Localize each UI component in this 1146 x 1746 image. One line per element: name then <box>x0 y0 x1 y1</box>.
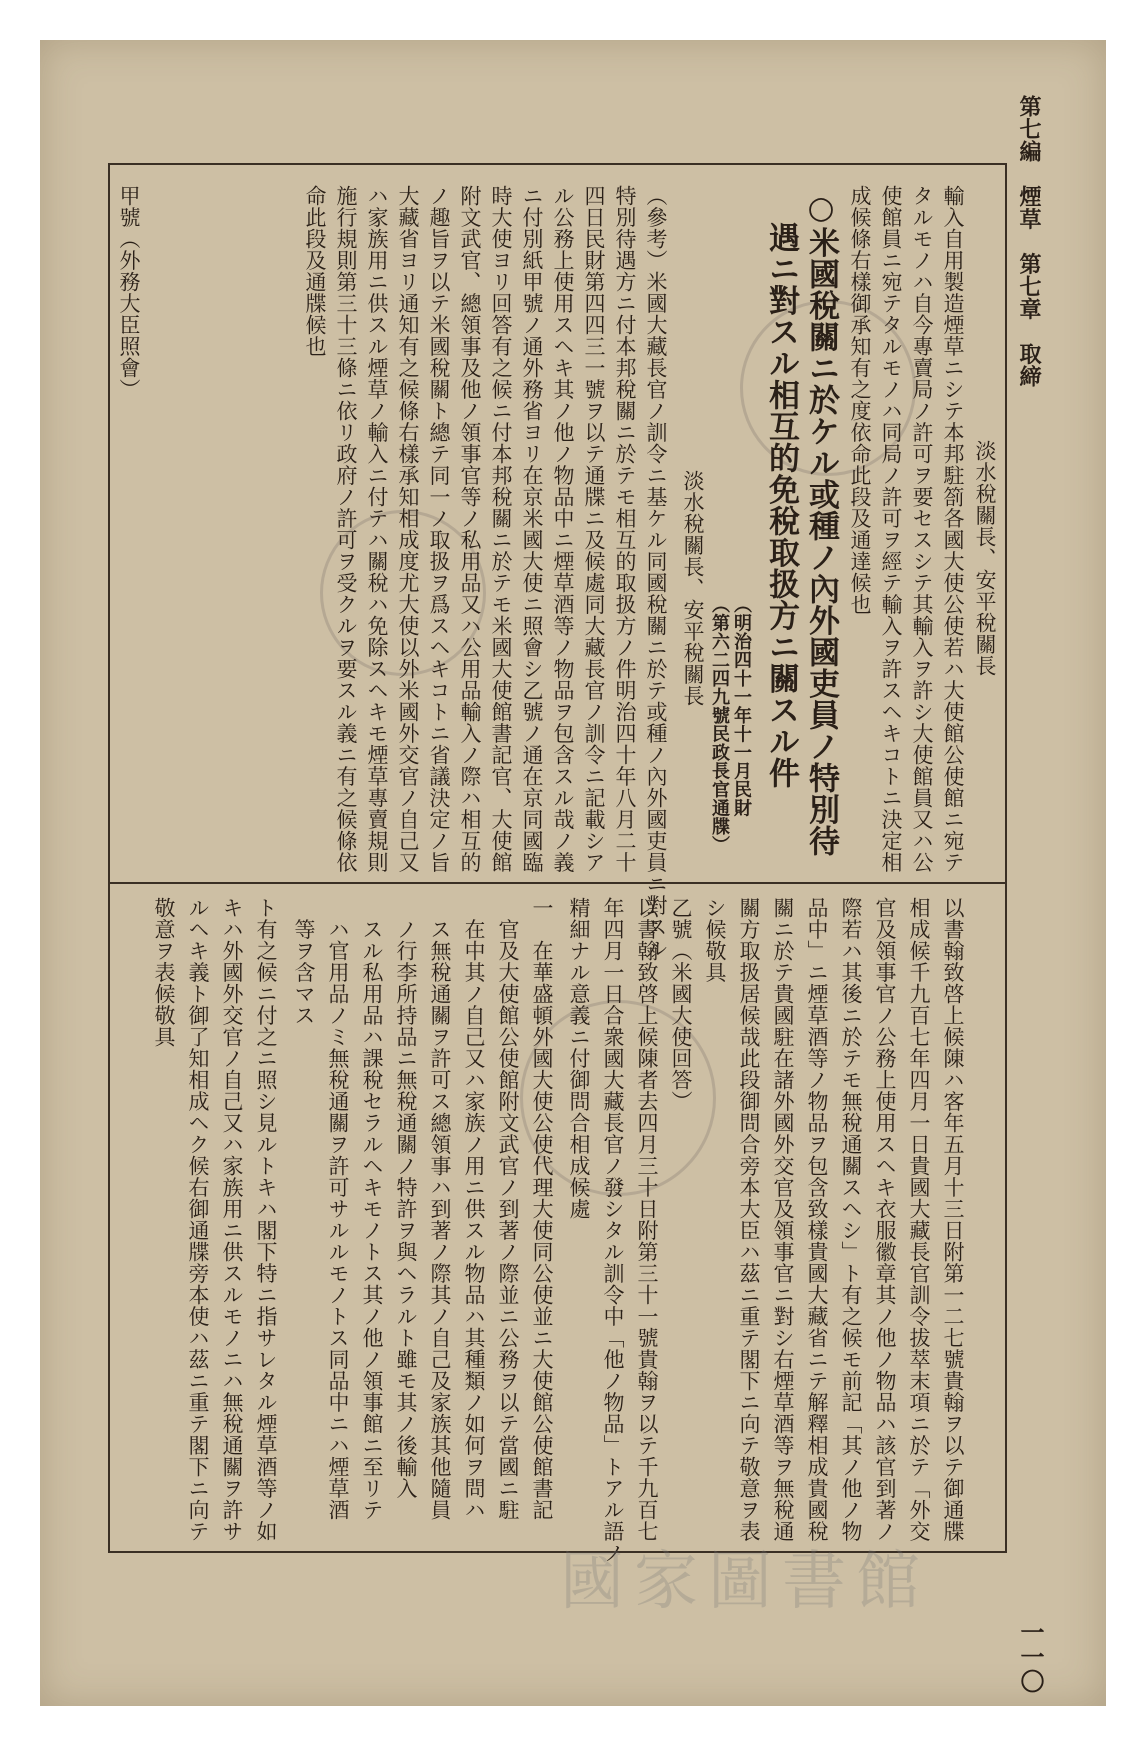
letter-line: 等ヲ含マス <box>292 897 316 1026</box>
letter-line: 關方取扱居候哉此段御問合旁本大臣ハ茲ニ重テ閣下ニ向テ敬意ヲ表 <box>737 897 761 1542</box>
reference-line: 命此段及通牒候也 <box>303 185 327 357</box>
body-line: 輸入自用製造煙草ニシテ本邦駐箚各國大使公使若ハ大使館公使館ニ宛テ <box>941 185 965 873</box>
letter-line: ノ行李所持品ニ無稅通關ノ特許ヲ與ヘラルト雖モ其ノ後輸入 <box>394 897 418 1499</box>
body-line: タルモノハ自今專賣局ノ許可ヲ要セスシテ其輸入ヲ許シ大使館員又ハ公 <box>910 185 934 873</box>
scanned-page <box>40 40 1106 1706</box>
letter-line: シ候敬具 <box>703 897 727 983</box>
letter-line: 以書翰致啓上候陳ハ客年五月十三日附第一二七號貴翰ヲ以テ御通牒 <box>941 897 965 1542</box>
letter-line: 官及大使館公使館附文武官ノ到著ノ際並ニ公務ヲ以テ當國ニ駐 <box>496 897 520 1521</box>
letter-line: 相成候千九百七年四月一日貴國大藏長官訓令拔萃末項ニ於テ「外交 <box>907 897 931 1542</box>
running-title: 第七編 煙草 第七章 取締 <box>1016 95 1042 388</box>
letter-line: 一 在華盛頓外國大使公使代理大使同公使並ニ大使館公使館書記 <box>530 897 554 1521</box>
body-line: 使館員ニ宛テタルモノハ同局ノ許可ヲ經テ輸入ヲ許スヘキコトニ決定相 <box>879 185 903 873</box>
letter-line: 官及領事官ノ公務上使用スヘキ衣服徽章其ノ他ノ物品ハ該官到著ノ <box>873 897 897 1542</box>
letter-line: ス無稅通關ヲ許可ス總領事ハ到著ノ際其ノ自己及家族其他隨員 <box>428 897 452 1521</box>
library-watermark: 國家圖書館 <box>560 1545 930 1619</box>
letter-line: キハ外國外交官ノ自己又ハ家族用ニ供スルモノニハ無稅通關ヲ許サ <box>220 897 244 1542</box>
letter-line: ハ官用品ノミ無稅通關ヲ許可サルルモノトス同品中ニハ煙草酒 <box>326 897 350 1521</box>
reference-line: 附文武官、總領事及他ノ領事官等ノ私用品又ハ公用品輸入ノ際ハ相互的 <box>458 185 482 873</box>
letter-line: ルヘキ義ト御了知相成ヘク候右御通牒旁本使ハ茲ニ重テ閣下ニ向テ <box>186 897 210 1542</box>
reference-line: ノ趣旨ヲ以テ米國稅關ト總テ同一ノ取扱ヲ爲スヘキコトニ省議決定ノ旨 <box>427 185 451 873</box>
letter-line: 精細ナル意義ニ付御問合相成候處 <box>567 897 591 1220</box>
reference-line: ニ付別紙甲號ノ通外務省ヨリ在京米國大使ニ照會シ乙號ノ通在京同國臨 <box>520 185 544 873</box>
reference-line: 施行規則第三十三條ニ依リ政府ノ許可ヲ受クルヲ要スル義ニ有之候條依 <box>334 185 358 873</box>
reference-line: （參考）米國大藏長官ノ訓令ニ基ケル同國稅關ニ於テ或種ノ內外國吏員ニ對スル <box>644 185 668 959</box>
section-heading: ○米國稅關ニ於ケル或種ノ內外國吏員ノ特別待 <box>803 190 839 857</box>
letter-line: 關ニ於テ貴國駐在諸外國外交官及領事官ニ對シ右煙草酒等ヲ無稅通 <box>771 897 795 1542</box>
reference-line: 四日民財第四四三一號ヲ以テ通牒ニ及候處同大藏長官ノ訓令ニ記載シア <box>582 185 606 873</box>
reference-line: 時大使ヨリ回答有之候ニ付本邦稅關ニ於テモ米國大使館書記官、大使館 <box>489 185 513 873</box>
reference-line: 特別待遇方ニ付本邦稅關ニ於テモ相互的取扱方ノ件明治四十年八月二十 <box>613 185 637 873</box>
reference-line: ル公務上使用スヘキ其ノ他ノ物品中ニ煙草酒等ノ物品ヲ包含スル哉ノ義 <box>551 185 575 873</box>
letter-line: 以書翰致啓上候陳者去四月三十日附第三十一號貴翰ヲ以テ千九百七 <box>635 897 659 1542</box>
section-heading: 遇ニ對スル相互的免稅取扱方ニ關スル件 <box>763 190 799 789</box>
letter-line: 在中其ノ自己又ハ家族ノ用ニ供スル物品ハ其種類ノ如何ヲ問ハ <box>462 897 486 1521</box>
letter-line: スル私用品ハ課稅セラルヘキモノトス其ノ他ノ領事館ニ至リテ <box>360 897 384 1521</box>
addressee: 淡水稅關長、安平稅關長 <box>681 470 705 707</box>
date-note: （明治四十一年十一月民財 <box>731 595 752 817</box>
letter-line: 際若ハ其後ニ於テモ無稅通關スヘシ」ト有之候モ前記「其ノ他ノ物 <box>839 897 863 1542</box>
letter-line: 敬意ヲ表候敬具 <box>152 897 176 1048</box>
reference-line: ハ家族用ニ供スル煙草ノ輸入ニ付テハ關稅ハ免除スヘキモ煙草專賣規則 <box>365 185 389 873</box>
attachment-label: 甲號（外務大臣照會） <box>117 185 141 400</box>
reference-line: 大藏省ヨリ通知有之候條右樣承知相成度尤大使以外米國外交官ノ自己又 <box>396 185 420 873</box>
letter-line: 年四月一日合衆國大藏長官ノ發シタル訓令中「他ノ物品」トアル語ノ <box>601 897 625 1564</box>
letter-line: 乙號（米國大使回答） <box>669 897 693 1112</box>
letter-line: ト有之候ニ付之ニ照シ見ルトキハ閣下特ニ指サレタル煙草酒等ノ如 <box>254 897 278 1542</box>
date-note: （第六二四九號民政長官通牒） <box>709 595 730 854</box>
page-number: 一一〇 <box>1016 1620 1045 1694</box>
letter-line: 品中」ニ煙草酒等ノ物品ヲ包含致樣貴國大藏省ニテ解釋相成貴國稅 <box>805 897 829 1542</box>
body-line: 成候條右樣御承知有之度依命此段及通達候也 <box>848 185 872 615</box>
addressee: 淡水稅關長、安平稅關長 <box>973 440 997 677</box>
section-divider <box>108 882 1005 884</box>
